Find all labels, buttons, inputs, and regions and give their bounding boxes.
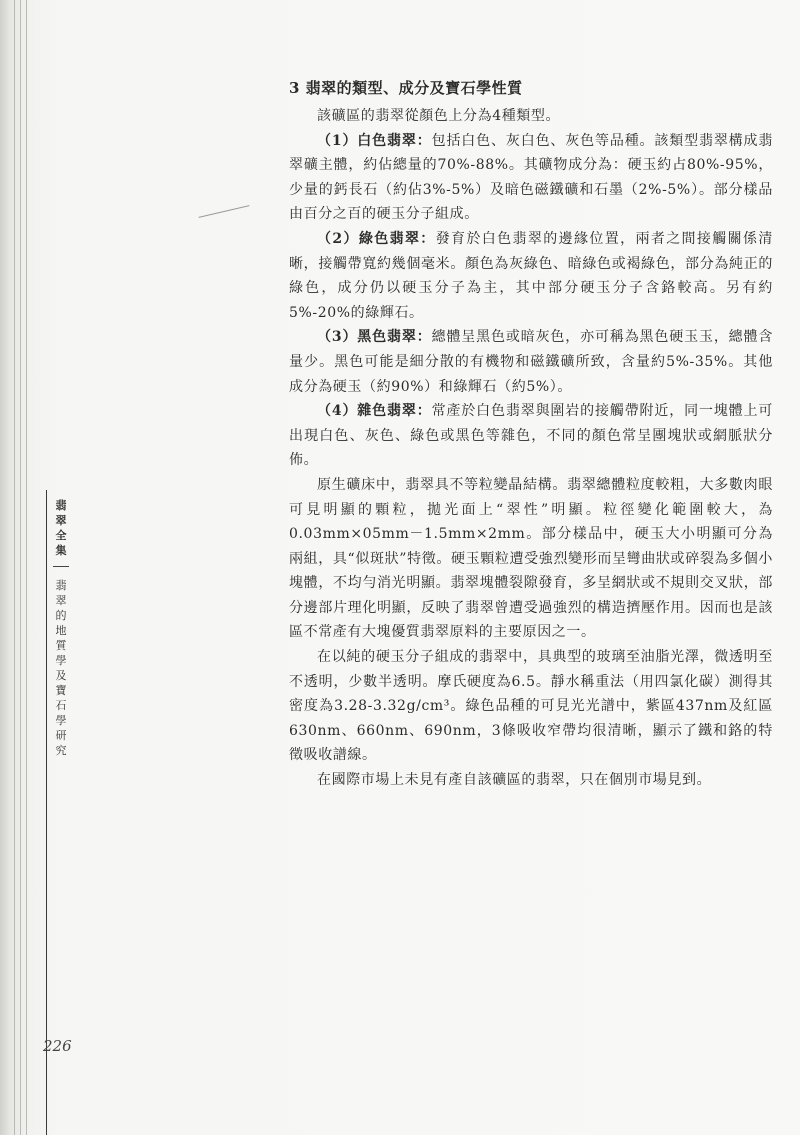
paragraph-text: 包括白色、灰白色、灰色等品種。該類型翡翠構成翡翠礦主體，約佔總量的70%-88%。其礦物成分為：硬玉約占80%-95%，少量的鈣長石（約佔3%-5%）及暗色磁鐵礦和石墨（2%-5%）。部分樣品由百分之百的硬玉分子組成。: [289, 132, 773, 223]
running-title-divider: [53, 566, 69, 567]
paragraph-text: 原生礦床中，翡翠具不等粒變晶結構。翡翠總體粒度較粗，大多數肉眼可見明顯的顆粒，拋光面上“翠性”明顯。粒徑變化範圍較大，為0.03mm×05mm－1.5mm×2mm。部分樣品中，硬玉大小明顯可分為兩組，具“似斑狀”特徵。硬玉顆粒遭受強烈變形而呈彎曲狀或碎裂為多個小塊體，不均勻消光明顯。翡翠塊體裂隙發育，多呈網狀或不規則交叉狀，部分邊部片理化明顯，反映了翡翠曾遭受過強烈的構造擠壓作用。因而也是該區不常產有大塊優質翡翠原料的主要原因之一。: [289, 476, 773, 641]
paragraph: [289, 399, 773, 473]
running-subtitle: [52, 578, 70, 758]
paragraph-text: 發育於白色翡翠的邊緣位置，兩者之間接觸關係清晰，接觸帶寬約幾個毫米。顏色為灰綠色、暗綠色或褐綠色，部分為純正的綠色，成分仍以硬玉分子為主，其中部分硬玉分子含鉻較高。另有約5%-20%的綠輝石。: [289, 230, 773, 321]
spine-char: 地: [55, 624, 67, 637]
page-stack-edge: [14, 0, 15, 1135]
paragraph-list: [289, 104, 773, 793]
paragraph: [289, 129, 773, 227]
spine-char: 究: [55, 744, 67, 757]
spine-char: 全: [55, 529, 67, 542]
spine-char: 集: [55, 544, 67, 557]
paragraph-label: （3）黑色翡翠：: [317, 329, 432, 346]
paragraph: [289, 473, 773, 645]
paragraph: [289, 768, 773, 793]
main-text: [289, 78, 773, 793]
spine-char: 石: [55, 699, 67, 712]
spine-char: 學: [55, 714, 67, 727]
paragraph: [289, 645, 773, 768]
paragraph-text: 在以純的硬玉分子組成的翡翠中，具典型的玻璃至油脂光澤，微透明至不透明，少數半透明。摩氏硬度為6.5。靜水稱重法（用四氯化碳）測得其密度為3.28-3.32g/cm³。綠色品種的可見光光譜中，紫區437nm及紅區630nm、660nm、690nm，3條吸收窄帶均很清晰，顯示了鐵和鉻的特徵吸收譜線。: [289, 649, 773, 764]
paragraph-text: 在國際市場上未見有產自該礦區的翡翠，只在個別市場見到。: [317, 772, 712, 789]
paragraph-label: （4）雜色翡翠：: [317, 403, 432, 420]
page-stack-edge: [20, 0, 21, 1135]
page-number: 226: [43, 1037, 72, 1055]
paragraph: [289, 104, 773, 129]
pencil-mark: [199, 205, 250, 218]
spine-char: 翡: [55, 579, 67, 592]
paragraph-label: （1）白色翡翠：: [317, 132, 432, 149]
paragraph: [289, 325, 773, 399]
paragraph-text: 總體呈黑色或暗灰色，亦可稱為黑色硬玉玉，總體含量少。黑色可能是細分散的有機物和磁鐵礦所致，含量約5%-35%。其他成分為硬玉（約90%）和綠輝石（約5%）。: [289, 329, 773, 395]
paragraph-label: （2）綠色翡翠：: [317, 230, 436, 247]
running-title: [52, 498, 70, 558]
spine-char: 質: [55, 639, 67, 652]
spine-char: 翠: [55, 594, 67, 607]
paragraph: [289, 227, 773, 325]
paragraph-text: 該礦區的翡翠從顏色上分為4種類型。: [317, 108, 561, 124]
spine-char: 研: [55, 729, 67, 742]
spine-char: 寶: [55, 684, 67, 697]
paragraph-text: 常產於白色翡翠與圍岩的接觸帶附近，同一塊體上可出現白色、灰色、綠色或黑色等雜色，不同的顏色常呈團塊狀或網脈狀分佈。: [289, 403, 773, 469]
spine-char: 翡: [55, 499, 67, 512]
section-heading: 3 翡翠的類型、成分及寶石學性質: [289, 79, 523, 97]
spine-char: 的: [55, 609, 67, 622]
spine-char: 翠: [55, 514, 67, 527]
spine-char: 學: [55, 654, 67, 667]
page-stack-edge: [26, 0, 27, 1135]
spine-char: 及: [55, 669, 67, 682]
